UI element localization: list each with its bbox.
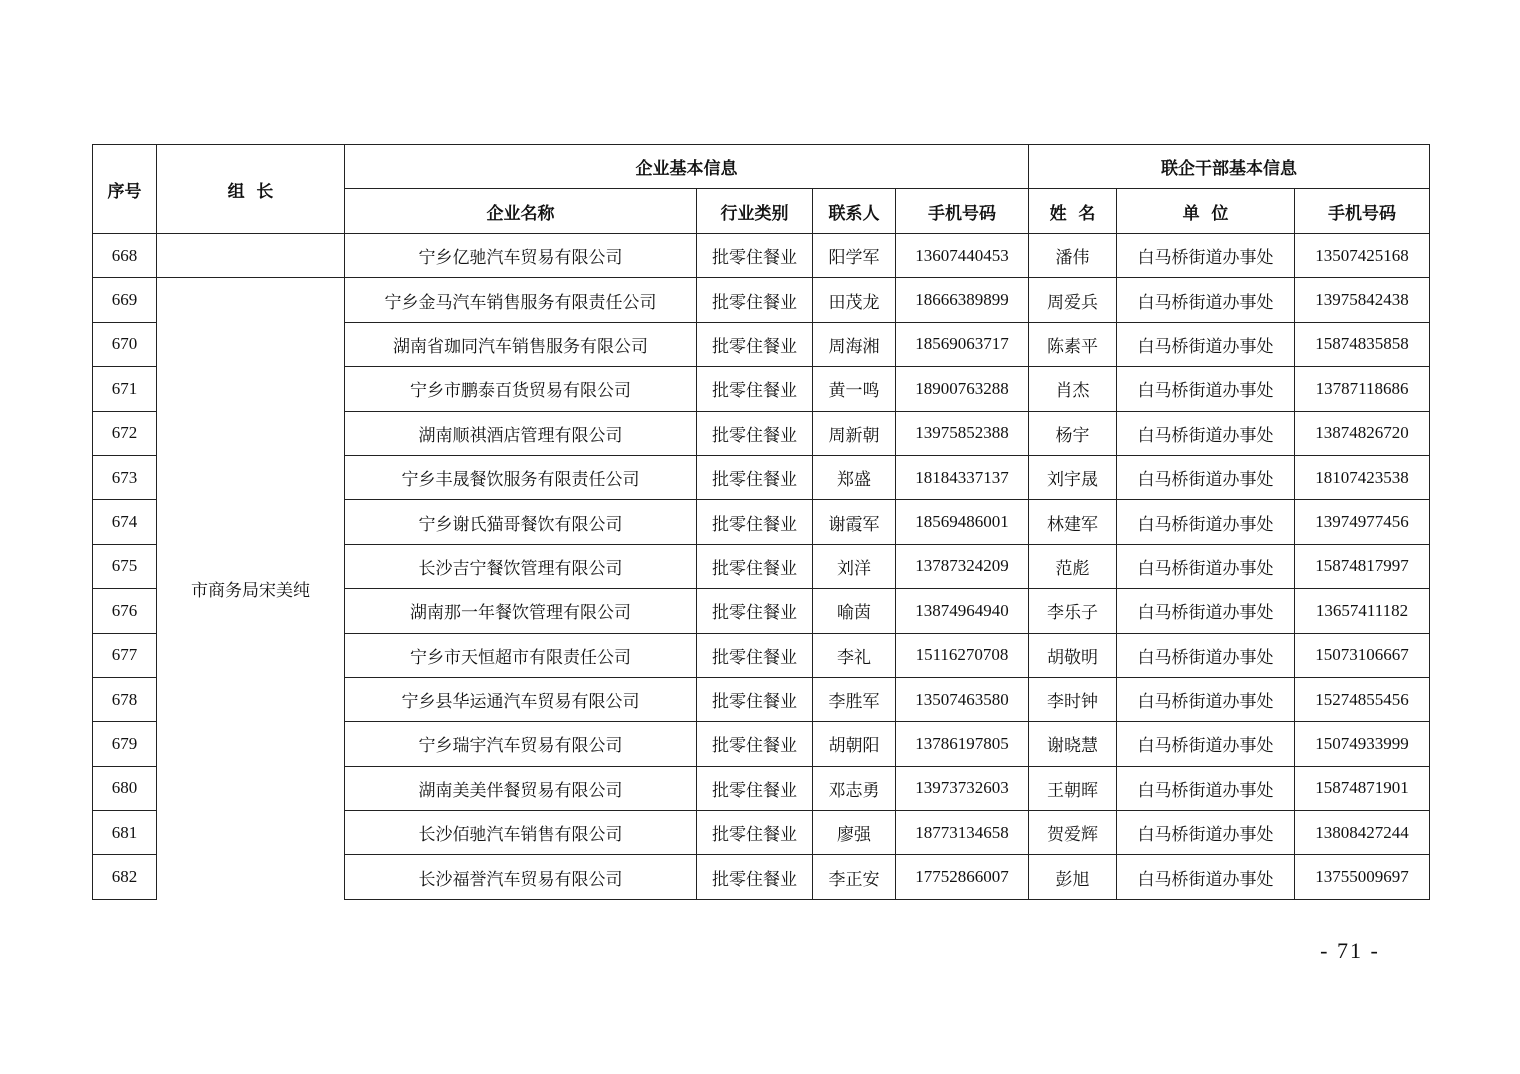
cell-unit: 白马桥街道办事处 <box>1117 633 1295 677</box>
cell-phone: 13607440453 <box>896 234 1029 278</box>
cell-enterprise-name: 宁乡市天恒超市有限责任公司 <box>345 633 697 677</box>
cell-enterprise-name: 长沙福誉汽车贸易有限公司 <box>345 855 697 899</box>
cell-contact: 胡朝阳 <box>813 722 896 766</box>
page-number: - 71 - <box>1320 938 1380 963</box>
cell-cadre-name: 刘宇晟 <box>1029 455 1117 499</box>
cell-enterprise-name: 宁乡亿驰汽车贸易有限公司 <box>345 234 697 278</box>
cell-cadre-phone: 15073106667 <box>1295 633 1430 677</box>
cell-unit: 白马桥街道办事处 <box>1117 722 1295 766</box>
cell-cadre-phone: 13657411182 <box>1295 589 1430 633</box>
cell-phone: 18184337137 <box>896 455 1029 499</box>
cell-industry: 批零住餐业 <box>697 722 813 766</box>
cell-cadre-name: 潘伟 <box>1029 234 1117 278</box>
cell-contact: 喻茵 <box>813 589 896 633</box>
header-unit: 单 位 <box>1117 189 1295 234</box>
cell-contact: 周新朝 <box>813 411 896 455</box>
cell-industry: 批零住餐业 <box>697 322 813 366</box>
cell-industry: 批零住餐业 <box>697 855 813 899</box>
cell-enterprise-name: 湖南美美伴餐贸易有限公司 <box>345 766 697 810</box>
cell-cadre-phone: 13787118686 <box>1295 367 1430 411</box>
cell-enterprise-name: 湖南省珈同汽车销售服务有限公司 <box>345 322 697 366</box>
cell-cadre-phone: 15274855456 <box>1295 677 1430 721</box>
cell-industry: 批零住餐业 <box>697 367 813 411</box>
cell-industry: 批零住餐业 <box>697 234 813 278</box>
cell-phone: 13973732603 <box>896 766 1029 810</box>
cell-contact: 郑盛 <box>813 455 896 499</box>
cell-seq: 674 <box>93 500 157 544</box>
cell-contact: 李礼 <box>813 633 896 677</box>
cell-industry: 批零住餐业 <box>697 455 813 499</box>
cell-enterprise-name: 长沙佰驰汽车销售有限公司 <box>345 811 697 855</box>
cell-enterprise-name: 宁乡市鹏泰百货贸易有限公司 <box>345 367 697 411</box>
cell-cadre-phone: 13507425168 <box>1295 234 1430 278</box>
cell-industry: 批零住餐业 <box>697 811 813 855</box>
cell-cadre-name: 林建军 <box>1029 500 1117 544</box>
header-contact: 联系人 <box>813 189 896 234</box>
cell-cadre-phone: 15074933999 <box>1295 722 1430 766</box>
cell-cadre-phone: 13974977456 <box>1295 500 1430 544</box>
cell-cadre-phone: 13975842438 <box>1295 278 1430 322</box>
cell-cadre-name: 胡敬明 <box>1029 633 1117 677</box>
cell-industry: 批零住餐业 <box>697 544 813 588</box>
cell-phone: 18773134658 <box>896 811 1029 855</box>
roster-body <box>93 234 1430 900</box>
cell-enterprise-name: 宁乡丰晟餐饮服务有限责任公司 <box>345 455 697 499</box>
header-phone: 手机号码 <box>896 189 1029 234</box>
cell-phone: 18569486001 <box>896 500 1029 544</box>
cell-cadre-name: 陈素平 <box>1029 322 1117 366</box>
cell-phone: 18666389899 <box>896 278 1029 322</box>
cell-cadre-name: 周爱兵 <box>1029 278 1117 322</box>
cell-phone: 15116270708 <box>896 633 1029 677</box>
cell-industry: 批零住餐业 <box>697 589 813 633</box>
header-leader: 组 长 <box>157 145 345 234</box>
cell-seq: 675 <box>93 544 157 588</box>
cell-enterprise-name: 宁乡瑞宇汽车贸易有限公司 <box>345 722 697 766</box>
cell-unit: 白马桥街道办事处 <box>1117 455 1295 499</box>
cell-industry: 批零住餐业 <box>697 633 813 677</box>
cell-enterprise-name: 宁乡谢氏猫哥餐饮有限公司 <box>345 500 697 544</box>
cell-cadre-name: 肖杰 <box>1029 367 1117 411</box>
cell-contact: 周海湘 <box>813 322 896 366</box>
cell-unit: 白马桥街道办事处 <box>1117 589 1295 633</box>
cell-cadre-phone: 15874835858 <box>1295 322 1430 366</box>
cell-contact: 谢霞军 <box>813 500 896 544</box>
cell-leader <box>157 234 345 278</box>
cell-seq: 676 <box>93 589 157 633</box>
cell-unit: 白马桥街道办事处 <box>1117 766 1295 810</box>
cell-industry: 批零住餐业 <box>697 766 813 810</box>
cell-seq: 680 <box>93 766 157 810</box>
header-industry: 行业类别 <box>697 189 813 234</box>
cell-unit: 白马桥街道办事处 <box>1117 278 1295 322</box>
cell-cadre-name: 王朝晖 <box>1029 766 1117 810</box>
cell-phone: 13787324209 <box>896 544 1029 588</box>
cell-unit: 白马桥街道办事处 <box>1117 855 1295 899</box>
cell-cadre-name: 彭旭 <box>1029 855 1117 899</box>
cell-unit: 白马桥街道办事处 <box>1117 322 1295 366</box>
cell-seq: 677 <box>93 633 157 677</box>
cell-phone: 13874964940 <box>896 589 1029 633</box>
header-enterprise-group: 企业基本信息 <box>345 145 1029 189</box>
cell-group-leader: 市商务局宋美纯 <box>157 278 345 899</box>
cell-industry: 批零住餐业 <box>697 411 813 455</box>
cell-cadre-phone: 13808427244 <box>1295 811 1430 855</box>
cell-seq: 669 <box>93 278 157 322</box>
cell-cadre-phone: 13874826720 <box>1295 411 1430 455</box>
cell-enterprise-name: 湖南顺祺酒店管理有限公司 <box>345 411 697 455</box>
cell-seq: 682 <box>93 855 157 899</box>
cell-contact: 田茂龙 <box>813 278 896 322</box>
cell-contact: 刘洋 <box>813 544 896 588</box>
cell-enterprise-name: 长沙吉宁餐饮管理有限公司 <box>345 544 697 588</box>
cell-contact: 廖强 <box>813 811 896 855</box>
cell-unit: 白马桥街道办事处 <box>1117 677 1295 721</box>
cell-cadre-name: 李乐子 <box>1029 589 1117 633</box>
cell-enterprise-name: 宁乡金马汽车销售服务有限责任公司 <box>345 278 697 322</box>
cell-contact: 李正安 <box>813 855 896 899</box>
header-enterprise-name: 企业名称 <box>345 189 697 234</box>
cell-cadre-name: 贺爱辉 <box>1029 811 1117 855</box>
cell-cadre-phone: 18107423538 <box>1295 455 1430 499</box>
cell-phone: 18900763288 <box>896 367 1029 411</box>
cell-enterprise-name: 宁乡县华运通汽车贸易有限公司 <box>345 677 697 721</box>
cell-phone: 13507463580 <box>896 677 1029 721</box>
cell-seq: 670 <box>93 322 157 366</box>
cell-industry: 批零住餐业 <box>697 500 813 544</box>
cell-industry: 批零住餐业 <box>697 677 813 721</box>
header-cadre-name: 姓 名 <box>1029 189 1117 234</box>
cell-unit: 白马桥街道办事处 <box>1117 367 1295 411</box>
header-cadre-group: 联企干部基本信息 <box>1029 145 1430 189</box>
table-row <box>93 278 1430 322</box>
cell-unit: 白马桥街道办事处 <box>1117 500 1295 544</box>
header-cadre-phone: 手机号码 <box>1295 189 1430 234</box>
cell-cadre-name: 李时钟 <box>1029 677 1117 721</box>
cell-phone: 13975852388 <box>896 411 1029 455</box>
cell-unit: 白马桥街道办事处 <box>1117 234 1295 278</box>
cell-industry: 批零住餐业 <box>697 278 813 322</box>
cell-cadre-phone: 15874871901 <box>1295 766 1430 810</box>
table-row <box>93 234 1430 278</box>
roster-table <box>92 144 1430 900</box>
cell-seq: 673 <box>93 455 157 499</box>
cell-contact: 邓志勇 <box>813 766 896 810</box>
cell-cadre-name: 范彪 <box>1029 544 1117 588</box>
cell-unit: 白马桥街道办事处 <box>1117 544 1295 588</box>
cell-seq: 672 <box>93 411 157 455</box>
cell-phone: 13786197805 <box>896 722 1029 766</box>
cell-cadre-name: 谢晓慧 <box>1029 722 1117 766</box>
cell-unit: 白马桥街道办事处 <box>1117 411 1295 455</box>
cell-contact: 李胜军 <box>813 677 896 721</box>
cell-cadre-name: 杨宇 <box>1029 411 1117 455</box>
cell-seq: 681 <box>93 811 157 855</box>
cell-cadre-phone: 13755009697 <box>1295 855 1430 899</box>
cell-phone: 18569063717 <box>896 322 1029 366</box>
cell-phone: 17752866007 <box>896 855 1029 899</box>
cell-contact: 黄一鸣 <box>813 367 896 411</box>
cell-seq: 671 <box>93 367 157 411</box>
cell-seq: 678 <box>93 677 157 721</box>
cell-contact: 阳学军 <box>813 234 896 278</box>
header-seq: 序号 <box>93 145 157 234</box>
cell-enterprise-name: 湖南那一年餐饮管理有限公司 <box>345 589 697 633</box>
cell-unit: 白马桥街道办事处 <box>1117 811 1295 855</box>
cell-seq: 668 <box>93 234 157 278</box>
cell-seq: 679 <box>93 722 157 766</box>
cell-cadre-phone: 15874817997 <box>1295 544 1430 588</box>
